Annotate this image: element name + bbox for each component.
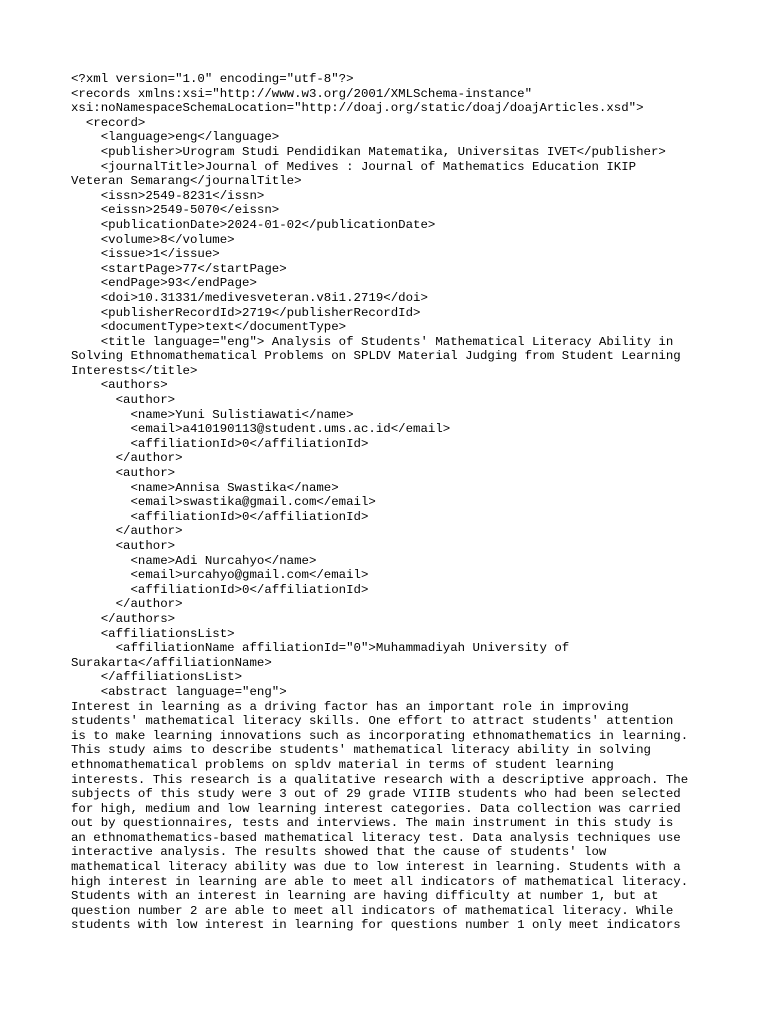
document-line: <documentType>text</documentType>: [71, 320, 347, 335]
document-line: <language>eng</language>: [71, 130, 280, 145]
document-line: Students with an interest in learning are having difficulty at number 1, but at: [71, 889, 659, 904]
document-line: high interest in learning are able to meet all indicators of mathematical literacy.: [71, 874, 689, 889]
document-line: <publisherRecordId>2719</publisherRecordId>: [71, 305, 421, 320]
document-line: Solving Ethnomathematical Problems on SPLDV Material Judging from Student Learning: [71, 349, 681, 364]
document-line: <author>: [71, 539, 176, 553]
document-line: <issn>2549-8231</issn>: [71, 188, 265, 203]
document-line: <email>urcahyo@gmail.com</email>: [71, 568, 369, 583]
document-line: <email>swastika@gmail.com</email>: [71, 495, 376, 510]
document-line: <author>: [71, 393, 176, 408]
document-line: students' mathematical literacy skills. One effort to attract students' attention: [71, 714, 674, 729]
document-line: interactive analysis. The results showed that the cause of students' low: [71, 845, 607, 860]
document-line: <endPage>93</endPage>: [71, 276, 257, 291]
document-line: <eissn>2549-5070</eissn>: [71, 203, 280, 218]
document-line: question number 2 are able to meet all indicators of mathematical literacy. While: [71, 903, 674, 918]
document-line: This study aims to describe students' mathematical literacy ability in solving: [71, 743, 651, 758]
document-line: <authors>: [71, 378, 168, 393]
document-line: <name>Yuni Sulistiawati</name>: [71, 407, 354, 422]
document-line: </author>: [71, 597, 183, 612]
document-line: Interest in learning as a driving factor has an important role in improving: [71, 699, 629, 714]
document-line: </author>: [71, 524, 183, 539]
document-line: <author>: [71, 466, 176, 481]
document-line: subjects of this study were 3 out of 29 grade VIIIB students who had been selected: [71, 787, 681, 802]
document-line: <affiliationsList>: [71, 626, 235, 641]
document-line: <name>Annisa Swastika</name>: [71, 480, 339, 495]
document-line: Veteran Semarang</journalTitle>: [71, 174, 302, 189]
document-line: is to make learning innovations such as incorporating ethnomathematics in learning.: [71, 728, 689, 743]
document-line: <email>a410190113@student.ums.ac.id</email>: [71, 422, 451, 437]
document-line: ethnomathematical problems on spldv material in terms of student learning: [71, 757, 614, 772]
document-line: <journalTitle>Journal of Medives : Journal of Mathematics Education IKIP: [71, 159, 637, 174]
document-line: <affiliationId>0</affiliationId>: [71, 509, 369, 524]
document-line: <?xml version="1.0" encoding="utf-8"?>: [71, 72, 354, 86]
document-line: for high, medium and low learning interest categories. Data collection was carried: [71, 801, 681, 816]
document-line: </author>: [71, 451, 183, 466]
document-line: <name>Adi Nurcahyo</name>: [71, 553, 317, 568]
document-line: Interests</title>: [71, 363, 198, 378]
document-line: </authors>: [71, 611, 176, 626]
document-line: mathematical literacy ability was due to low interest in learning. Students with a: [71, 860, 681, 875]
document-line: </affiliationsList>: [71, 670, 243, 685]
document-line: <affiliationId>0</affiliationId>: [71, 436, 369, 451]
document-line: an ethnomathematics-based mathematical literacy test. Data analysis techniques use: [71, 830, 681, 845]
document-line: <startPage>77</startPage>: [71, 261, 287, 276]
document-line: out by questionnaires, tests and interviews. The main instrument in this study is: [71, 816, 674, 831]
xml-document-text: [71, 72, 711, 933]
document-line: <publicationDate>2024-01-02</publicationDate>: [71, 217, 436, 232]
document-line: <issue>1</issue>: [71, 247, 220, 262]
document-line: students with low interest in learning for questions number 1 only meet indicators: [71, 918, 681, 933]
document-line: <abstract language="eng">: [71, 684, 287, 699]
document-line: <records xmlns:xsi="http://www.w3.org/2001/XMLSchema-instance": [71, 86, 533, 101]
document-line: xsi:noNamespaceSchemaLocation="http://doaj.org/static/doaj/doajArticles.xsd">: [71, 101, 644, 116]
document-line: <volume>8</volume>: [71, 232, 235, 247]
document-line: interests. This research is a qualitative research with a descriptive approach. The: [71, 772, 689, 787]
document-line: <affiliationName affiliationId="0">Muhammadiyah University of: [71, 641, 570, 656]
document-line: <doi>10.31331/medivesveteran.v8i1.2719</doi>: [71, 290, 428, 305]
document-line: <title language="eng"> Analysis of Students' Mathematical Literacy Ability in: [71, 334, 674, 349]
document-line: <record>: [71, 115, 146, 130]
document-line: Surakarta</affiliationName>: [71, 655, 272, 670]
document-line: <publisher>Urogram Studi Pendidikan Matematika, Universitas IVET</publisher>: [71, 144, 666, 159]
document-line: <affiliationId>0</affiliationId>: [71, 582, 369, 597]
